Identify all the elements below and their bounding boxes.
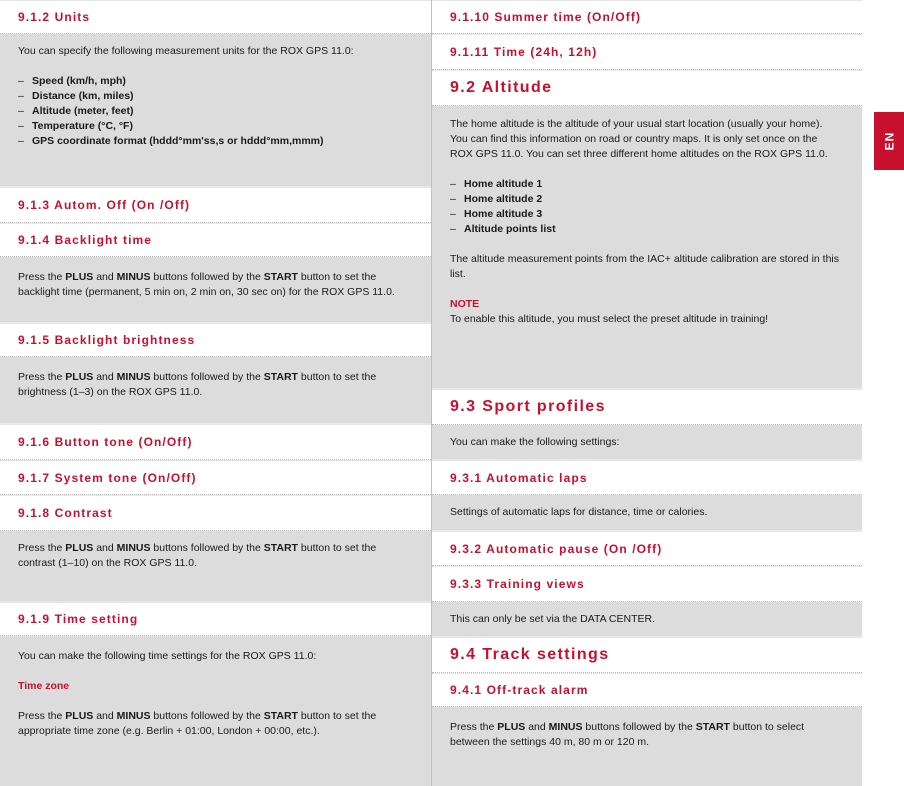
time-setting-heading: 9.1.9 Time setting: [0, 602, 431, 636]
list-item: – Home altitude 3: [450, 208, 543, 220]
list-item: – Temperature (°C, °F): [18, 120, 133, 132]
contrast-text: Press the PLUS and MINUS buttons followed by the START button to set the contrast (1–10) on the ROX GPS 11.0.: [18, 542, 377, 569]
offtrack-heading: 9.4.1 Off-track alarm: [432, 673, 862, 707]
backlight-time-body: [0, 257, 431, 323]
summer-time-heading: 9.1.10 Summer time (On/Off): [432, 0, 862, 34]
altitude-body: [432, 106, 862, 389]
list-item: – Home altitude 2: [450, 193, 543, 205]
training-views-heading: 9.3.3 Training views: [432, 566, 862, 602]
list-item: – Home altitude 1: [450, 178, 543, 190]
time-format-heading: 9.1.11 Time (24h, 12h): [432, 34, 862, 70]
units-heading: 9.1.2 Units: [0, 0, 431, 34]
units-intro: You can specify the following measurement units for the ROX GPS 11.0:: [18, 45, 354, 57]
contrast-heading: 9.1.8 Contrast: [0, 495, 431, 531]
backlight-brightness-heading: 9.1.5 Backlight brightness: [0, 323, 431, 357]
time-zone-text: Press the PLUS and MINUS buttons followed by the START button to set the appropriate time zone (e.g. Berlin + 01:00, London + 00:00, etc.).: [18, 710, 377, 737]
altitude-heading: 9.2 Altitude: [432, 70, 862, 106]
right-column: [432, 0, 862, 786]
time-zone-label: Time zone: [18, 680, 70, 692]
offtrack-text: Press the PLUS and MINUS buttons followed by the START button to select between the settings 40 m, 80 m or 120 m.: [450, 721, 805, 748]
backlight-brightness-text: Press the PLUS and MINUS buttons followed by the START button to set the brightness (1–3) on the ROX GPS 11.0.: [18, 371, 377, 398]
sport-profiles-heading: 9.3 Sport profiles: [432, 389, 862, 425]
altitude-intro: The home altitude is the altitude of your usual start location (usually your home). You can find this information on road or country maps. It is only set once on the ROX GPS 11.0. You can set three different home altitudes on the ROX GPS 11.0.: [450, 118, 828, 160]
list-item: – Speed (km/h, mph): [18, 75, 126, 87]
offtrack-body: [432, 707, 862, 786]
altitude-points-text: The altitude measurement points from the IAC+ altitude calibration are stored in this list.: [450, 253, 839, 280]
list-item: – GPS coordinate format (hddd°mm'ss,s or hddd°mm,mmm): [18, 135, 324, 147]
auto-laps-text: Settings of automatic laps for distance, time or calories.: [450, 506, 708, 518]
backlight-brightness-body: [0, 357, 431, 424]
auto-laps-body: [432, 495, 862, 531]
sport-profiles-text: You can make the following settings:: [450, 435, 620, 448]
list-item: – Distance (km, miles): [18, 90, 134, 102]
left-column: [0, 0, 431, 786]
sport-profiles-body: [432, 425, 862, 460]
training-views-text: This can only be set via the DATA CENTER.: [450, 612, 656, 625]
time-setting-intro: You can make the following time settings for the ROX GPS 11.0:: [18, 650, 317, 662]
button-tone-heading: 9.1.6 Button tone (On/Off): [0, 424, 431, 460]
language-tab: EN: [874, 112, 904, 170]
note-text: To enable this altitude, you must select the preset altitude in training!: [450, 313, 769, 325]
units-body: [0, 34, 431, 187]
training-views-body: [432, 602, 862, 637]
units-list: [18, 74, 411, 149]
system-tone-heading: 9.1.7 System tone (On/Off): [0, 460, 431, 495]
list-item: – Altitude (meter, feet): [18, 105, 134, 117]
altitude-list: [450, 177, 842, 237]
note-label: NOTE: [450, 298, 480, 310]
backlight-time-heading: 9.1.4 Backlight time: [0, 223, 431, 257]
auto-pause-heading: 9.3.2 Automatic pause (On /Off): [432, 531, 862, 566]
auto-laps-heading: 9.3.1 Automatic laps: [432, 460, 862, 495]
autom-off-heading: 9.1.3 Autom. Off (On /Off): [0, 187, 431, 223]
contrast-body: [0, 531, 431, 602]
list-item: – Altitude points list: [450, 223, 556, 235]
time-setting-body: [0, 636, 431, 786]
track-settings-heading: 9.4 Track settings: [432, 637, 862, 673]
backlight-time-text: Press the PLUS and MINUS buttons followed by the START button to set the backlight time (permanent, 5 min on, 2 min on, 30 sec on) for the ROX GPS 11.0.: [18, 271, 395, 298]
